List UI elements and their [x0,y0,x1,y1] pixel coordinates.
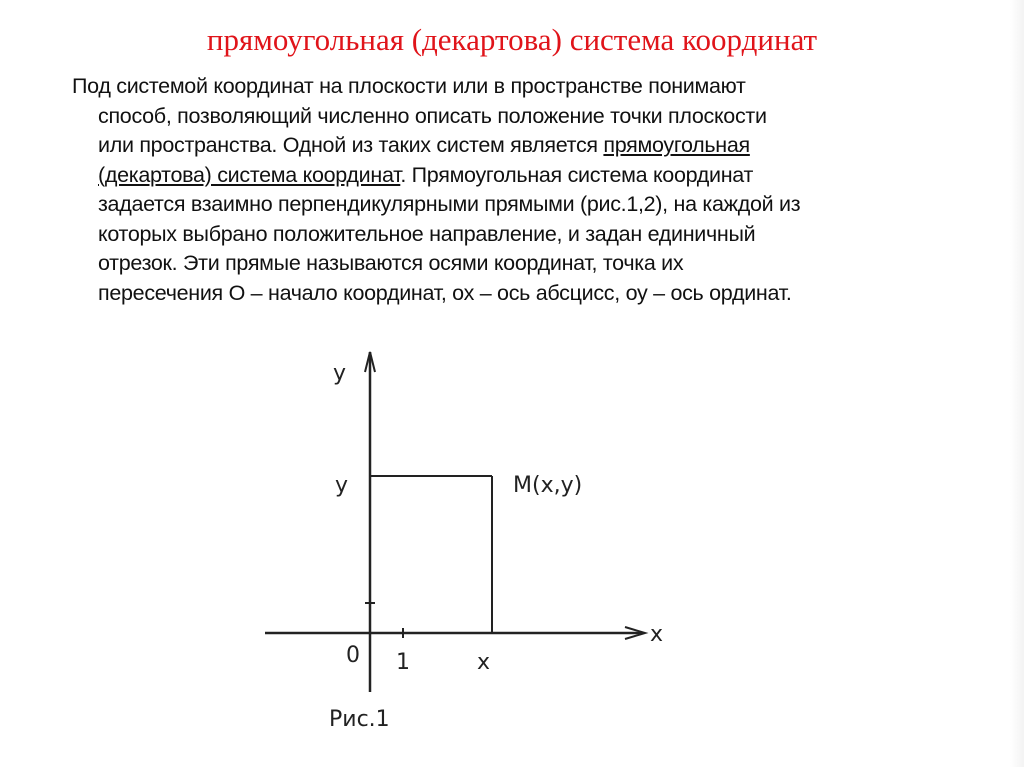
text-line: отрезок. Эти прямые называются осями координат, точка их [98,251,684,275]
text-line: пересечения О – начало координат, ох – ось абсцисс, оу – ось ординат. [98,280,792,305]
point-label: M(x,y) [513,473,583,498]
origin-label: 0 [346,643,360,668]
text-line: которых выбрано положительное направление, и задан единичный [98,221,756,246]
unit-label: 1 [396,650,410,675]
figure-caption: Рис.1 [329,707,390,732]
slide-title: прямоугольная (декартова) система координат [206,22,818,57]
x-coordinate-label: x [477,650,491,675]
y-coordinate-label: y [335,473,349,498]
x-axis-label: x [650,622,664,647]
y-axis-label: y [333,361,347,386]
underlined-term: прямоугольная [603,133,750,157]
text-line: задается взаимно перпендикулярными прямыми (рис.1,2), на каждой из [98,192,801,216]
text-segment: . Прямоугольная система координат [400,162,754,187]
text-line: способ, позволяющий численно описать положение точки плоскости [98,103,767,128]
text-line: Под системой координат на плоскости или в пространстве понимают [72,74,746,98]
underlined-term: (декартова) система координат [98,162,401,187]
text-segment: или пространства. Одной из таких систем является [98,133,604,157]
slide-edge-shadow [1010,0,1024,767]
